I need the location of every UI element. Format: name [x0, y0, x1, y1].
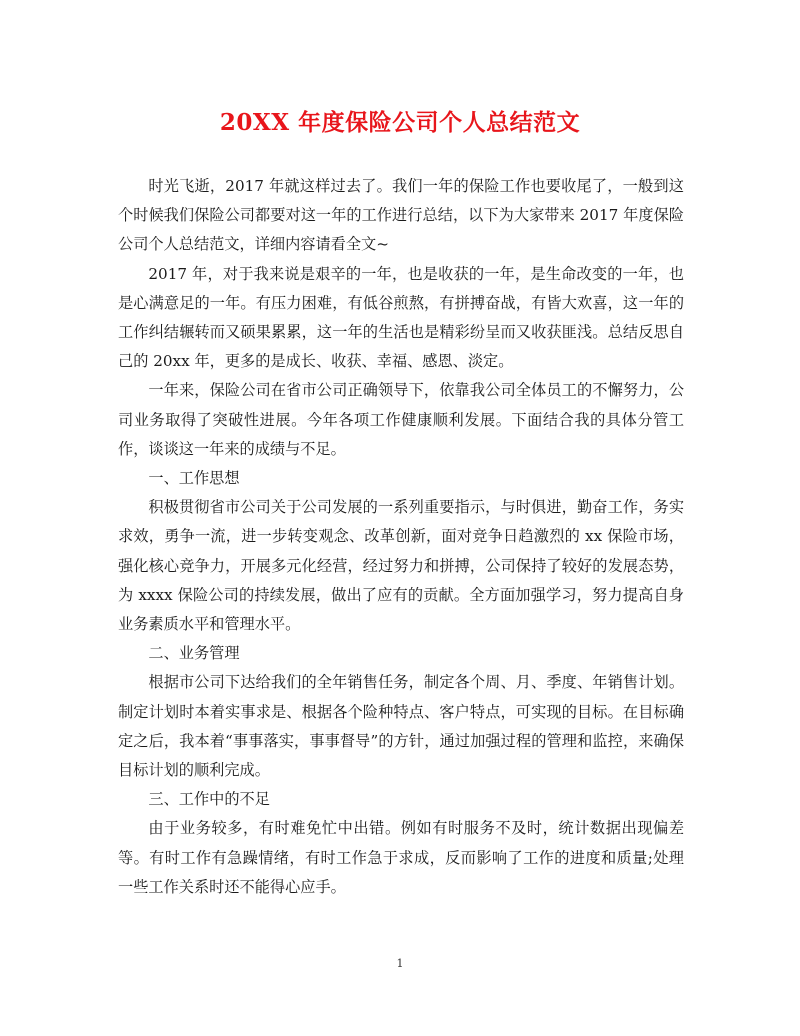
section-heading-work-thought: 一、工作思想: [148, 469, 240, 488]
document-body: [118, 172, 684, 902]
page-number: 1: [396, 957, 404, 970]
paragraph-intro: 时光飞逝，2017 年就这样过去了。我们一年的保险工作也要收尾了，一般到这个时候我们保险公司都要对这一年的工作进行总结，以下为大家带来 2017 年度保险公司个人总结范文，详细内容请看全文~: [118, 177, 684, 254]
paragraph-year-review: 2017 年，对于我来说是艰辛的一年，也是收获的一年，是生命改变的一年，也是心满意足的一年。有压力困难，有低谷煎熬，有拼搏奋战，有皆大欢喜，这一年的工作纠结辗转而又硕果累累，这一年的生活也是精彩纷呈而又收获匪浅。总结反思自己的 20xx 年，更多的是成长、收获、幸福、感恩、淡定。: [118, 264, 684, 371]
paragraph-shortcomings: 由于业务较多，有时难免忙中出错。例如有时服务不及时，统计数据出现偏差等。有时工作有急躁情绪，有时工作急于求成，反而影响了工作的进度和质量;处理一些工作关系时还不能得心应手。: [118, 819, 684, 896]
section-heading-shortcomings: 三、工作中的不足: [148, 790, 270, 809]
paragraph-work-thought: 积极贯彻省市公司关于公司发展的一系列重要指示，与时俱进，勤奋工作，务实求效，勇争一流，进一步转变观念、改革创新，面对竞争日趋激烈的 xx 保险市场，强化核心竞争力，开展多元化经营，经过努力和拼搏，公司保持了较好的发展态势，为 xxxx 保险公司的持续发展，做出了应有的贡献。全方面加强学习，努力提高自身业务素质水平和管理水平。: [118, 498, 684, 634]
document-title: 20XX 年度保险公司个人总结范文: [219, 109, 581, 136]
paragraph-overview: 一年来，保险公司在省市公司正确领导下，依靠我公司全体员工的不懈努力，公司业务取得了突破性进展。今年各项工作健康顺利发展。下面结合我的具体分管工作，谈谈这一年来的成绩与不足。: [118, 381, 684, 458]
section-heading-business-management: 二、业务管理: [148, 644, 240, 663]
paragraph-business-management: 根据市公司下达给我们的全年销售任务，制定各个周、月、季度、年销售计划。制定计划时本着实事求是、根据各个险种特点、客户特点，可实现的目标。在目标确定之后，我本着“事事落实，事事督导”的方针，通过加强过程的管理和监控，来确保目标计划的顺利完成。: [118, 673, 684, 780]
